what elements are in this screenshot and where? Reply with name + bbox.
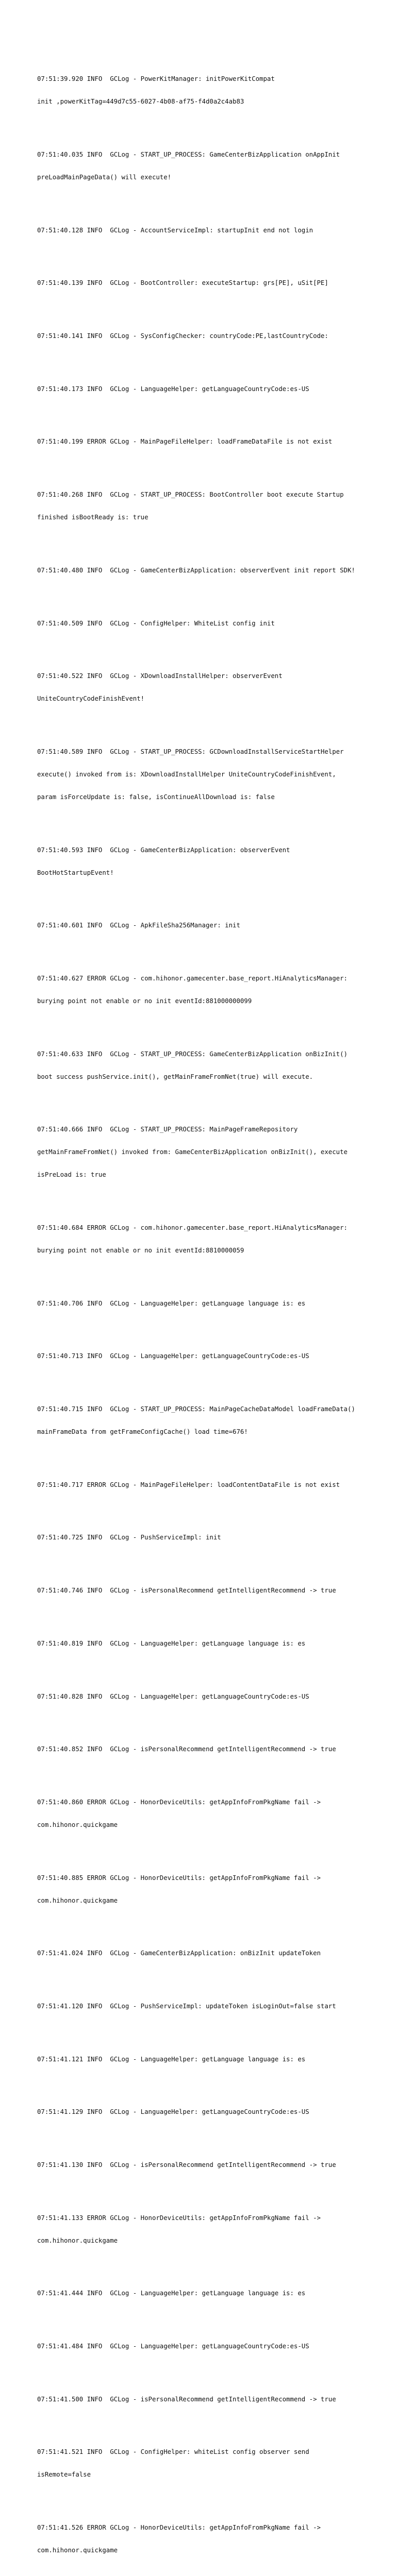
log-entry — [37, 2040, 355, 2078]
log-line: 07:51:40.480 INFO GCLog - GameCenterBizApplication: observerEvent init report SDK! — [37, 566, 355, 574]
log-line: 07:51:40.725 INFO GCLog - PushServiceImpl: init — [37, 1534, 221, 1541]
log-entry — [37, 1519, 355, 1556]
log-entry — [37, 264, 355, 302]
log-entry — [37, 370, 355, 408]
log-line: 07:51:40.684 ERROR GCLog - com.hihonor.gamecenter.base_report.HiAnalyticsManager: — [37, 1224, 348, 1232]
log-line: 07:51:40.601 INFO GCLog - ApkFileSha256Manager: init — [37, 922, 240, 929]
log-entry — [37, 60, 355, 121]
log-line: 07:51:40.268 INFO GCLog - START_UP_PROCESS: BootController boot execute Startup — [37, 491, 344, 499]
log-line: preLoadMainPageData() will execute! — [37, 174, 172, 181]
log-line: 07:51:40.509 INFO GCLog - ConfigHelper: WhiteList config init — [37, 619, 275, 627]
log-entry — [37, 2199, 355, 2259]
log-entry — [37, 2328, 355, 2365]
log-line: mainFrameData from getFrameConfigCache() load time=676! — [37, 1428, 248, 1436]
log-line: 07:51:40.593 INFO GCLog - GameCenterBizApplication: observerEvent — [37, 846, 290, 854]
log-entry — [37, 136, 355, 196]
log-entry — [37, 1784, 355, 1844]
log-entry — [37, 1731, 355, 1768]
log-entry — [37, 1677, 355, 1715]
log-line: burying point not enable or no init eventId:8810000059 — [37, 1247, 244, 1255]
log-line: 07:51:40.633 INFO GCLog - START_UP_PROCESS: GameCenterBizApplication onBizInit() — [37, 1050, 348, 1058]
log-line: 07:51:41.444 INFO GCLog - LanguageHelper: getLanguage language is: es — [37, 2290, 306, 2297]
log-line: 07:51:41.526 ERROR GCLog - HonorDeviceUtils: getAppInfoFromPkgName fail -> — [37, 2524, 321, 2532]
log-line: 07:51:40.589 INFO GCLog - START_UP_PROCESS: GCDownloadInstallServiceStartHelper — [37, 748, 344, 755]
log-entry — [37, 2509, 355, 2569]
log-entry — [37, 552, 355, 589]
log-line: getMainFrameFromNet() invoked from: GameCenterBizApplication onBizInit(), execute — [37, 1148, 348, 1156]
log-entry — [37, 1035, 355, 1095]
log-line: 07:51:41.484 INFO GCLog - LanguageHelper: getLanguageCountryCode:es-US — [37, 2343, 309, 2350]
log-line: 07:51:41.133 ERROR GCLog - HonorDeviceUtils: getAppInfoFromPkgName fail -> — [37, 2214, 321, 2222]
log-line: 07:51:40.706 INFO GCLog - LanguageHelper: getLanguage language is: es — [37, 1299, 306, 1307]
log-line: boot success pushService.init(), getMainFrameFromNet(true) will execute. — [37, 1073, 314, 1080]
log-line: 07:51:40.746 INFO GCLog - isPersonalRecommend getIntelligentRecommend -> true — [37, 1587, 336, 1595]
log-entry — [37, 2380, 355, 2418]
log-line: 07:51:40.717 ERROR GCLog - MainPageFileHelper: loadContentDataFile is not exist — [37, 1481, 340, 1488]
log-line: 07:51:41.121 INFO GCLog - LanguageHelper: getLanguage language is: es — [37, 2055, 306, 2063]
log-line: 07:51:40.885 ERROR GCLog - HonorDeviceUtils: getAppInfoFromPkgName fail -> — [37, 1874, 321, 1882]
log-entry — [37, 1466, 355, 1503]
log-entry — [37, 1935, 355, 1972]
log-line: 07:51:41.521 INFO GCLog - ConfigHelper: whiteList config observer send — [37, 2448, 309, 2456]
log-line: 07:51:41.120 INFO GCLog - PushServiceImpl: updateToken isLoginOut=false start — [37, 2002, 336, 2010]
log-entry — [37, 1988, 355, 2025]
log-line: isPreLoad is: true — [37, 1171, 106, 1179]
log-line: 07:51:40.139 INFO GCLog - BootController: executeStartup: grs[PE], uSit[PE] — [37, 279, 328, 287]
log-line: param isForceUpdate is: false, isContinueAllDownload is: false — [37, 793, 275, 801]
log-entry — [37, 1572, 355, 1609]
log-line: isRemote=false — [37, 2471, 91, 2479]
log-line: finished isBootReady is: true — [37, 514, 148, 521]
log-line: 07:51:41.024 INFO GCLog - GameCenterBizApplication: onBizInit updateToken — [37, 1950, 321, 1957]
log-line: 07:51:40.627 ERROR GCLog - com.hihonor.gamecenter.base_report.HiAnalyticsManager: — [37, 974, 348, 982]
log-entry — [37, 604, 355, 642]
log-entry — [37, 1209, 355, 1269]
log-line: com.hihonor.quickgame — [37, 2547, 118, 2554]
log-entry — [37, 733, 355, 816]
log-line: 07:51:40.860 ERROR GCLog - HonorDeviceUtils: getAppInfoFromPkgName fail -> — [37, 1798, 321, 1806]
log-line: 07:51:40.713 INFO GCLog - LanguageHelper: getLanguageCountryCode:es-US — [37, 1352, 309, 1360]
log-line: burying point not enable or no init eventId:881000000099 — [37, 997, 252, 1005]
log-entry — [37, 1625, 355, 1663]
log-entry — [37, 1337, 355, 1375]
log-line: UniteCountryCodeFinishEvent! — [37, 695, 145, 703]
log-entry — [37, 657, 355, 718]
log-line: 07:51:41.129 INFO GCLog - LanguageHelper: getLanguageCountryCode:es-US — [37, 2108, 309, 2116]
log-entry — [37, 1391, 355, 1451]
log-entry — [37, 211, 355, 249]
log-line: 07:51:39.920 INFO GCLog - PowerKitManager: initPowerKitCompat — [37, 75, 275, 83]
log-line: com.hihonor.quickgame — [37, 2236, 118, 2244]
log-text — [37, 38, 355, 2576]
log-line: 07:51:40.173 INFO GCLog - LanguageHelper: getLanguageCountryCode:es-US — [37, 385, 309, 393]
log-entry — [37, 2146, 355, 2184]
log-entry — [37, 1284, 355, 1322]
log-line: init ,powerKitTag=449d7c55-6027-4b08-af75-f4d0a2c4ab83 — [37, 98, 244, 106]
log-line: 07:51:40.035 INFO GCLog - START_UP_PROCESS: GameCenterBizApplication onAppInit — [37, 151, 340, 159]
log-line: 07:51:40.852 INFO GCLog - isPersonalRecommend getIntelligentRecommend -> true — [37, 1745, 336, 1753]
log-line: 07:51:40.666 INFO GCLog - START_UP_PROCESS: MainPageFrameRepository — [37, 1126, 298, 1133]
log-entry — [37, 831, 355, 891]
log-entry — [37, 1859, 355, 1919]
log-line: 07:51:40.522 INFO GCLog - XDownloadInstallHelper: observerEvent — [37, 672, 283, 680]
log-line: 07:51:40.819 INFO GCLog - LanguageHelper: getLanguage language is: es — [37, 1639, 306, 1647]
log-entry — [37, 2093, 355, 2131]
log-line: 07:51:40.828 INFO GCLog - LanguageHelper: getLanguageCountryCode:es-US — [37, 1692, 309, 1700]
log-line: 07:51:41.130 INFO GCLog - isPersonalRecommend getIntelligentRecommend -> true — [37, 2161, 336, 2169]
log-entry — [37, 476, 355, 536]
log-line: BootHotStartupEvent! — [37, 869, 114, 876]
log-entry — [37, 423, 355, 461]
log-line: com.hihonor.quickgame — [37, 1896, 118, 1904]
log-line: 07:51:40.199 ERROR GCLog - MainPageFileHelper: loadFrameDataFile is not exist — [37, 438, 333, 446]
log-entry — [37, 960, 355, 1020]
log-entry — [37, 1111, 355, 1194]
log-line: execute() invoked from is: XDownloadInstallHelper UniteCountryCodeFinishEvent, — [37, 770, 336, 778]
log-entry — [37, 317, 355, 355]
log-line: 07:51:41.500 INFO GCLog - isPersonalRecommend getIntelligentRecommend -> true — [37, 2395, 336, 2403]
log-line: 07:51:40.141 INFO GCLog - SysConfigChecker: countryCode:PE,lastCountryCode: — [37, 332, 328, 340]
log-line: 07:51:40.128 INFO GCLog - AccountServiceImpl: startupInit end not login — [37, 226, 314, 234]
log-line: com.hihonor.quickgame — [37, 1821, 118, 1828]
log-entry — [37, 2433, 355, 2494]
log-line: 07:51:40.715 INFO GCLog - START_UP_PROCESS: MainPageCacheDataModel loadFrameData() — [37, 1405, 355, 1413]
log-entry — [37, 2275, 355, 2312]
log-entry — [37, 907, 355, 944]
